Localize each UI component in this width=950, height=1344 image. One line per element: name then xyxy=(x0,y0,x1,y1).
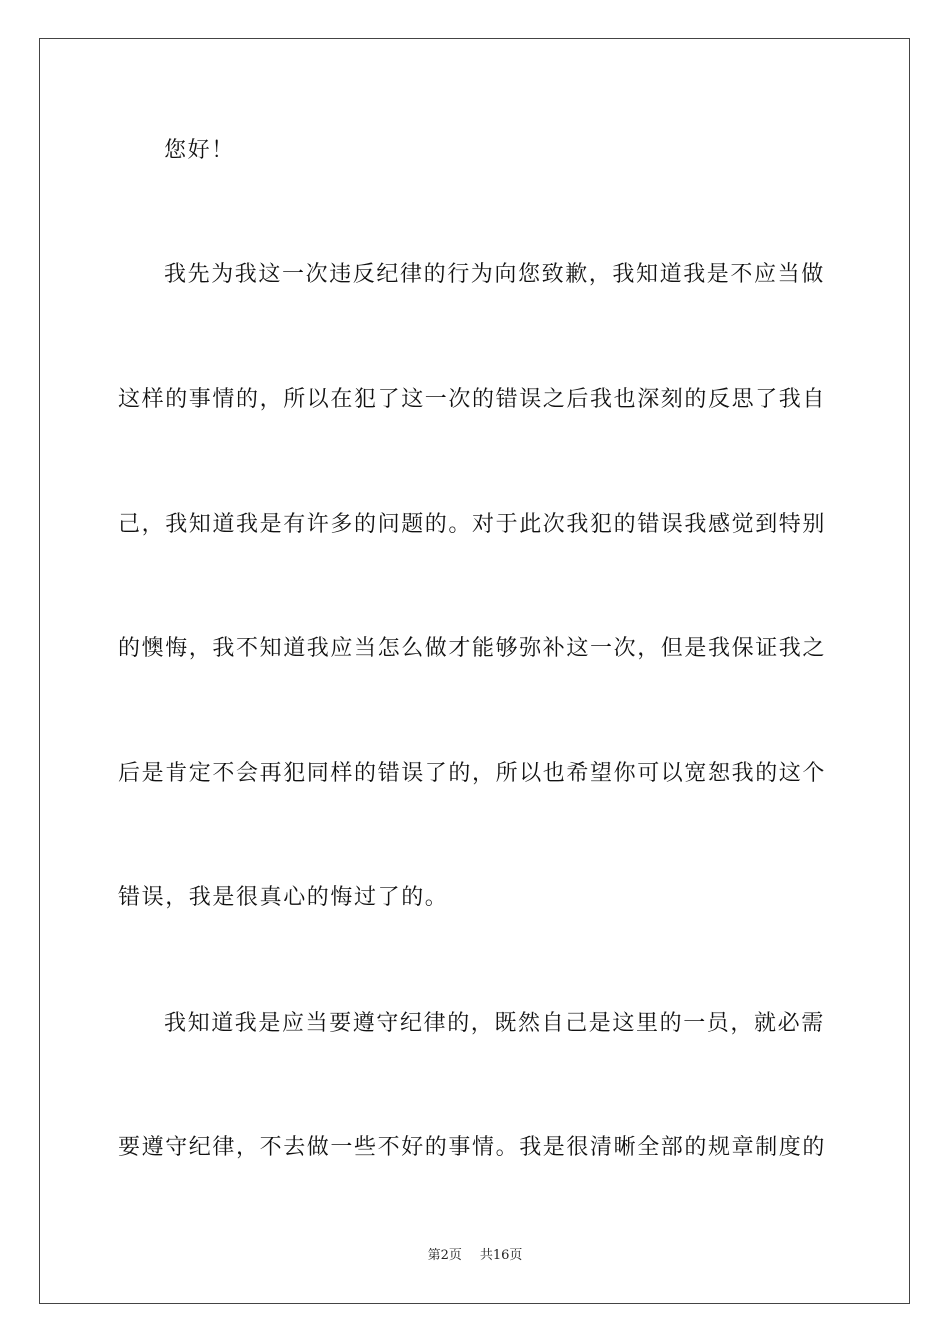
page-number: 第2页 xyxy=(427,1248,462,1263)
paragraph-1-line-2: 这样的事情的，所以在犯了这一次的错误之后我也深刻的反思了我自 xyxy=(118,387,827,412)
paragraph-2-line-1: 我知道我是应当要遵守纪律的，既然自己是这里的一员，就必需 xyxy=(164,1011,825,1036)
page-total: 共16页 xyxy=(479,1248,523,1263)
paragraph-1-line-5: 后是肯定不会再犯同样的错误了的，所以也希望你可以宽恕我的这个 xyxy=(118,761,827,786)
paragraph-1-line-1: 我先为我这一次违反纪律的行为向您致歉，我知道我是不应当做 xyxy=(164,262,825,287)
page-border xyxy=(39,38,910,1304)
greeting: 您好！ xyxy=(164,138,235,163)
paragraph-1-line-4: 的懊悔，我不知道我应当怎么做才能够弥补这一次，但是我保证我之 xyxy=(118,636,827,661)
paragraph-1-line-6: 错误，我是很真心的悔过了的。 xyxy=(118,885,449,910)
paragraph-2-line-2: 要遵守纪律，不去做一些不好的事情。我是很清晰全部的规章制度的 xyxy=(118,1135,827,1160)
page-footer xyxy=(0,1247,950,1265)
paragraph-1-line-3: 己，我知道我是有许多的问题的。对于此次我犯的错误我感觉到特别 xyxy=(118,512,827,537)
